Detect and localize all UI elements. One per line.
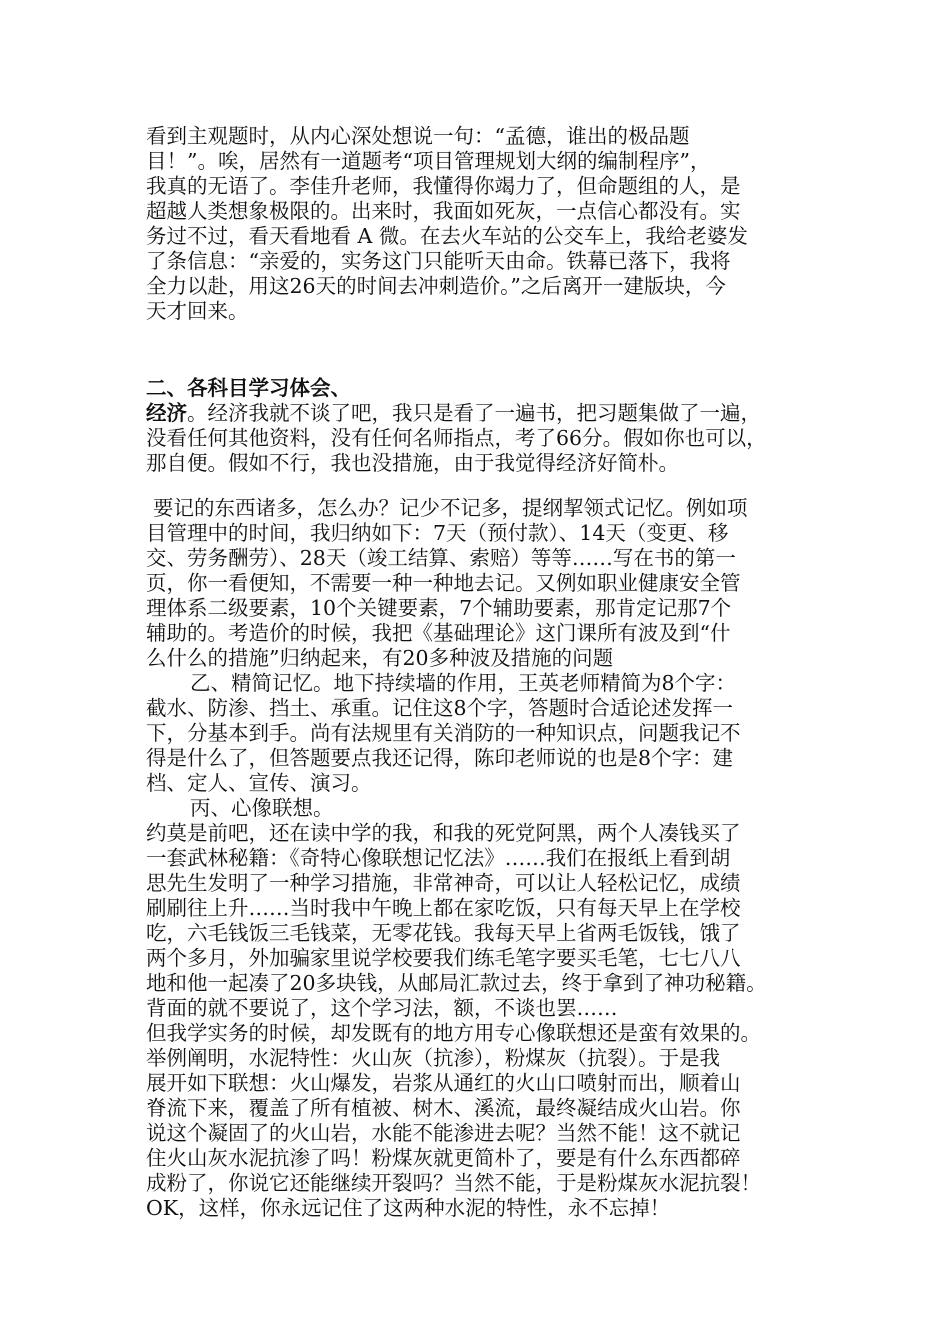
paragraph-line: 但我学实务的时候，却发既有的地方用专心像联想还是蛮有效果的。: [146, 1021, 761, 1045]
paragraph-line: 页，你一看便知，不需要一种一种地去记。又例如职业健康安全管: [146, 571, 741, 595]
paragraph-line: 看到主观题时，从内心深处想说一句：“孟德，谁出的极品题: [146, 124, 690, 148]
paragraph-line: 举例阐明，水泥特性：火山灰（抗渗），粉煤灰（抗裂）。于是我: [146, 1046, 720, 1070]
paragraph-line: 刷刷往上升……当时我中午晚上都在家吃饭，只有每天早上在学校: [146, 896, 741, 920]
paragraph-line: 下，分基本到手。尚有法规里有关消防的一种知识点，问题我记不: [146, 721, 741, 745]
paragraph-line: 说这个凝固了的火山岩，水能不能渗进去呢？当然不能！这不就记: [146, 1121, 741, 1145]
paragraph-line: 我真的无语了。李佳升老师，我懂得你竭力了，但命题组的人，是: [146, 174, 741, 198]
paragraph-line: 成粉了，你说它还能继续开裂吗？当然不能，于是粉煤灰水泥抗裂！: [146, 1171, 761, 1195]
intro-paragraph: [146, 124, 826, 324]
paragraph-line: 天才回来。: [146, 299, 249, 323]
subheading-text: 丙、心像联想。: [190, 796, 334, 820]
paragraph-line: 思先生发明了一种学习措施，非常神奇，可以让人轻松记忆，成绩: [146, 871, 741, 895]
paragraph-line: 吃，六毛钱饭三毛钱菜，无零花钱。我每天早上省两毛饭钱，饿了: [146, 921, 741, 945]
paragraph-line: 乙、精简记忆。地下持续墙的作用，王英老师精简为8个字：: [190, 671, 737, 695]
paragraph-line: 要记的东西诸多，怎么办？记少不记多，提纲挈领式记忆。例如项: [153, 496, 748, 520]
paragraph-line: 目！”。唉，居然有一道题考“项目管理规划大纲的编制程序”，: [146, 149, 711, 173]
paragraph-line: 全力以赴，用这26天的时间去冲刺造价。”之后离开一建版块，今: [146, 274, 726, 298]
paragraph-line: 得是什么了，但答题要点我还记得，陈印老师说的也是8个字：建: [146, 746, 734, 770]
paragraph-line: [146, 401, 826, 426]
paragraph-line: 理体系二级要素，10个关键要素，7个辅助要素，那肯定记那7个: [146, 596, 732, 620]
section-heading-text: 二、各科目学习体会、: [146, 376, 351, 400]
yi-paragraph: [146, 671, 826, 796]
paragraph-line: 约莫是前吧，还在读中学的我，和我的死党阿黑，两个人凑钱买了: [146, 821, 741, 845]
economy-label: 经济: [146, 401, 187, 425]
paragraph-line: 地和他一起凑了20多块钱，从邮局汇款过去，终于拿到了神功秘籍。: [146, 971, 767, 995]
paragraph-line: 务过不过，看天看地看 A 微。在去火车站的公交车上，我给老婆发: [146, 224, 748, 248]
paragraph-line: 那自便。假如不行，我也没措施，由于我觉得经济好简朴。: [146, 451, 679, 475]
paragraph-line: OK，这样，你永远记住了这两种水泥的特性，永不忘掉！: [146, 1196, 671, 1220]
paragraph-line: 一套武林秘籍：《奇特心像联想记忆法》……我们在报纸上看到胡: [146, 846, 731, 870]
paragraph-line: 脊流下来，覆盖了所有植被、树木、溪流，最终凝结成火山岩。你: [146, 1096, 741, 1120]
paragraph-line: 目管理中的时间，我归纳如下：7天（预付款）、14天（变更、移: [146, 521, 729, 545]
paragraph-line: 截水、防渗、挡土、承重。记住这8个字，答题时合适论述发挥一: [146, 696, 734, 720]
economy-first-line: 。经济我就不谈了吧，我只是看了一遍书，把习题集做了一遍，: [187, 401, 761, 425]
paragraph-line: 么什么的措施”归纳起来，有20多种波及措施的问题: [146, 646, 614, 670]
paragraph-line: 了条信息：“亲爱的，实务这门只能听天由命。铁幕已落下，我将: [146, 249, 731, 273]
paragraph-line: 交、劳务酬劳）、28天（竣工结算、索赔）等等……写在书的第一: [146, 546, 736, 570]
paragraph-line: 两个多月，外加骗家里说学校要我们练毛笔字要买毛笔，七七八八: [146, 946, 741, 970]
bing-heading: [146, 796, 826, 821]
paragraph-line: 住火山灰水泥抗渗了吗！粉煤灰就更简朴了，要是有什么东西都碎: [146, 1146, 741, 1170]
paragraph-line: 辅助的。考造价的时候，我把《基础理论》这门课所有波及到“什: [146, 621, 731, 645]
paragraph-line: 没看任何其他资料，没有任何名师指点，考了66分。假如你也可以，: [146, 426, 767, 450]
paragraph-line: 背面的就不要说了，这个学习法，额，不谈也罢……: [146, 996, 618, 1020]
paragraph-line: 档、定人、宣传、演习。: [146, 771, 372, 795]
section-heading: [146, 376, 826, 401]
paragraph-line: 超越人类想象极限的。出来时，我面如死灰，一点信心都没有。实: [146, 199, 741, 223]
story-paragraph: [146, 821, 826, 1221]
memory-paragraph: [146, 496, 826, 671]
economy-paragraph: [146, 401, 826, 476]
paragraph-line: 展开如下联想：火山爆发，岩浆从通红的火山口喷射而出，顺着山: [146, 1071, 741, 1095]
